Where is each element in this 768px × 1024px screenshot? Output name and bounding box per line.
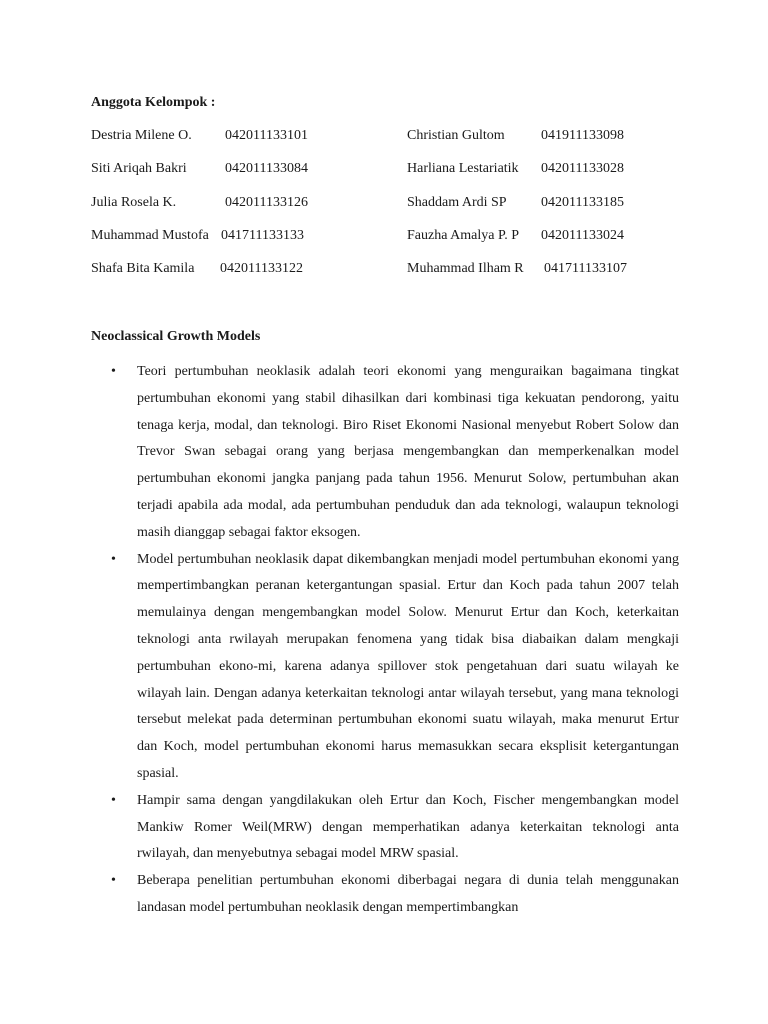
member-id: 042011133126 (225, 195, 308, 210)
member-name: Fauzha Amalya P. P (407, 228, 519, 243)
member-name: Shafa Bita Kamila (91, 261, 195, 276)
member-name: Siti Ariqah Bakri (91, 161, 187, 176)
bullet-text: Model pertumbuhan neoklasik dapat dikembangkan menjadi model pertumbuhan ekonomi yang mempertimbangkan peranan ketergantungan spasial. Ertur dan Koch pada tahun 2007 telah memulainya dengan mengembangkan model Solow. Menurut Ertur dan Koch, keterkaitan teknologi anta rwilayah merupakan fenomena yang tidak bisa diabaikan dalam mengkaji pertumbuhan ekono-mi, karena adanya spillover stok pengetahuan dari suatu wilayah ke wilayah lain. Dengan adanya keterkaitan teknologi antar wilayah tersebut, yang mana teknologi tersebut melekat pada determinan pertumbuhan ekonomi suatu wilayah, maka menurut Ertur dan Koch, model pertumbuhan ekonomi harus memasukkan secara eksplisit ketergantungan spasial. (137, 551, 679, 781)
member-id: 042011133101 (225, 128, 308, 143)
member-id: 042011133024 (541, 228, 624, 243)
member-name: Christian Gultom (407, 128, 505, 143)
member-name: Destria Milene O. (91, 128, 192, 143)
bullet-text: Teori pertumbuhan neoklasik adalah teori ekonomi yang menguraikan bagaimana tingkat pertumbuhan ekonomi yang stabil dihasilkan dari kombinasi tiga kekuatan pendorong, yaitu tenaga kerja, modal, dan teknologi. Biro Riset Ekonomi Nasional menyebut Robert Solow dan Trevor Swan sebagai orang yang berjasa mengembangkan dan memperkenalkan model pertumbuhan ekonomi jangka panjang pada tahun 1956. Menurut Solow, pertumbuhan akan terjadi apabila ada modal, ada pertumbuhan penduduk dan ada teknologi, walaupun teknologi masih dianggap sebagai faktor eksogen. (137, 364, 679, 540)
bullet-marker: • (111, 551, 116, 567)
section-heading: Neoclassical Growth Models (91, 329, 261, 344)
member-id: 042011133084 (225, 161, 308, 176)
member-id: 042011133185 (541, 195, 624, 210)
bullet-item (91, 788, 691, 868)
bullet-marker: • (111, 792, 116, 808)
bullet-item (91, 547, 691, 788)
bullet-list (91, 359, 691, 922)
bullet-marker: • (111, 873, 116, 889)
member-id: 042011133028 (541, 161, 624, 176)
bullet-text: Beberapa penelitian pertumbuhan ekonomi diberbagai negara di dunia telah menggunakan landasan model pertumbuhan neoklasik dengan mempertimbangkan (137, 873, 679, 915)
member-name: Muhammad Ilham R (407, 261, 524, 276)
member-id: 042011133122 (220, 261, 303, 276)
bullet-marker: • (111, 364, 116, 379)
members-heading: Anggota Kelompok : (91, 95, 216, 110)
member-id: 041711133133 (221, 228, 304, 243)
member-name: Julia Rosela K. (91, 195, 177, 210)
member-name: Harliana Lestariatik (407, 161, 519, 176)
bullet-item (91, 868, 691, 922)
bullet-item (91, 359, 691, 547)
bullet-text: Hampir sama dengan yangdilakukan oleh Ertur dan Koch, Fischer mengembangkan model Mankiw Romer Weil(MRW) dengan memperhatikan adanya keterkaitan teknologi anta rwilayah, dan menyebutnya sebagai model MRW spasial. (137, 792, 679, 862)
member-name: Shaddam Ardi SP (407, 195, 507, 210)
member-id: 041911133098 (541, 128, 624, 143)
member-id: 041711133107 (544, 261, 627, 276)
member-name: Muhammad Mustofa (91, 228, 209, 243)
